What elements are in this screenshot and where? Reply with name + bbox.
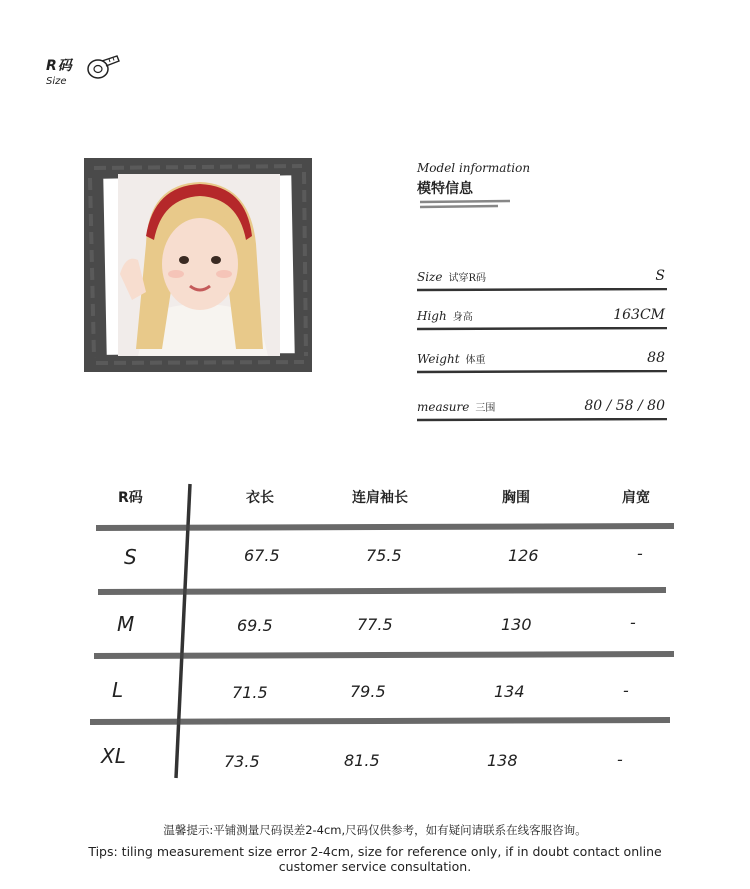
spec-label: High 身高 bbox=[417, 309, 473, 323]
table-header-shoulder: 肩宽 bbox=[622, 490, 650, 506]
cell-chest: 126 bbox=[508, 546, 539, 565]
size-title: R码 bbox=[46, 58, 73, 74]
spec-underline bbox=[417, 327, 667, 331]
spec-value: S bbox=[655, 268, 665, 284]
model-photo bbox=[118, 174, 280, 356]
spec-underline bbox=[417, 418, 667, 422]
cell-length: 69.5 bbox=[237, 616, 273, 635]
cell-sleeve: 81.5 bbox=[344, 751, 380, 770]
spec-row-measure bbox=[417, 392, 667, 422]
cell-chest: 138 bbox=[487, 751, 518, 770]
spec-row-height bbox=[417, 301, 667, 331]
spec-underline bbox=[417, 288, 667, 292]
spec-row-size bbox=[417, 262, 667, 292]
cell-length: 71.5 bbox=[232, 683, 268, 702]
spec-row-weight bbox=[417, 344, 667, 374]
tip-english bbox=[0, 844, 750, 874]
table-header-length: 衣长 bbox=[246, 490, 274, 506]
cell-sleeve: 77.5 bbox=[357, 615, 393, 634]
row-size-label: S bbox=[124, 545, 137, 569]
cell-shoulder: - bbox=[630, 613, 636, 632]
table-header-sleeve: 连肩袖长 bbox=[352, 490, 408, 506]
spec-label: Size 试穿R码 bbox=[417, 270, 487, 284]
measuring-tape-icon bbox=[86, 52, 120, 82]
cell-sleeve: 79.5 bbox=[350, 682, 386, 701]
row-size-label: L bbox=[112, 678, 124, 702]
spec-label: measure 三围 bbox=[417, 400, 496, 414]
cell-shoulder: - bbox=[623, 681, 629, 700]
spec-underline bbox=[417, 370, 667, 374]
cell-sleeve: 75.5 bbox=[366, 546, 402, 565]
cell-length: 73.5 bbox=[224, 752, 260, 771]
model-info-heading-en: Model information bbox=[417, 161, 531, 175]
tip-english-line2: customer service consultation. bbox=[278, 859, 472, 874]
row-size-label: M bbox=[117, 612, 135, 636]
table-header-chest: 胸围 bbox=[502, 490, 530, 506]
cell-length: 67.5 bbox=[244, 546, 280, 565]
tip-english-line1: Tips: tiling measurement size error 2-4cm, size for reference only, if in doubt contact online bbox=[88, 844, 662, 859]
spec-value: 80 / 58 / 80 bbox=[584, 398, 665, 414]
heading-underline bbox=[418, 198, 513, 212]
tip-chinese: 温馨提示:平铺测量尺码误差2-4cm,尺码仅供参考，如有疑问请联系在线客服咨询。 bbox=[163, 823, 587, 837]
cell-shoulder: - bbox=[637, 544, 643, 563]
cell-chest: 134 bbox=[494, 682, 525, 701]
cell-shoulder: - bbox=[617, 750, 623, 769]
cell-chest: 130 bbox=[501, 615, 532, 634]
size-subtitle: Size bbox=[46, 76, 67, 87]
table-header-size: R码 bbox=[118, 490, 143, 506]
spec-value: 88 bbox=[647, 350, 665, 366]
row-size-label: XL bbox=[101, 744, 126, 768]
spec-value: 163CM bbox=[613, 307, 665, 323]
spec-label: Weight 体重 bbox=[417, 352, 486, 366]
model-info-heading-cn: 模特信息 bbox=[417, 181, 473, 197]
